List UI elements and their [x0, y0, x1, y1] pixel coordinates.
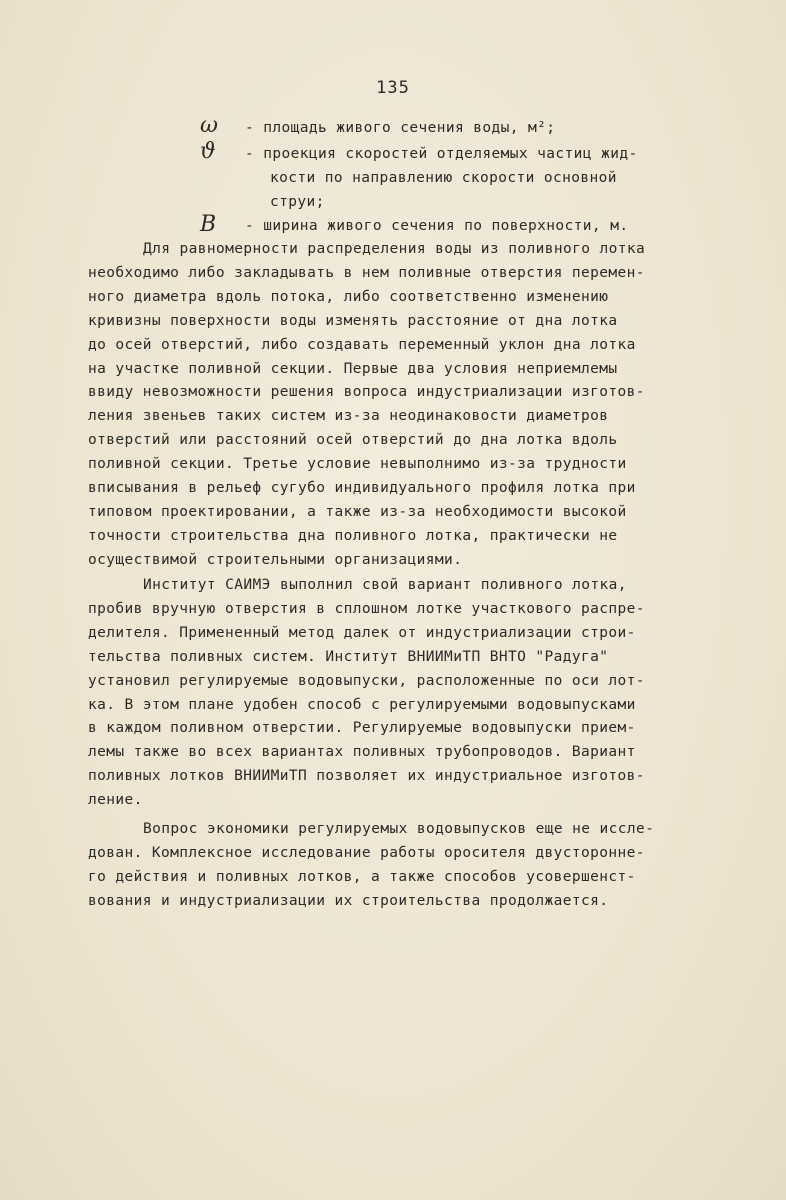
text-line: установил регулируемые водовыпуски, расположенные по оси лот-	[88, 672, 645, 689]
text-line: на участке поливной секции. Первые два условия неприемлемы	[88, 360, 618, 377]
definition-line: - площадь живого сечения воды, м²;	[245, 120, 556, 136]
definition-omega	[245, 116, 705, 140]
text-line: точности строительства дна поливного лотка, практически не	[88, 527, 618, 544]
definition-line: кости по направлению скорости основной	[270, 170, 617, 186]
text-line: тельства поливных систем. Институт ВНИИМиТП ВНТО "Радуга"	[88, 648, 609, 665]
text-line: отверстий или расстояний осей отверстий до дна лотка вдоль	[88, 432, 618, 449]
symbol-theta: ϑ	[200, 139, 216, 164]
page-number: 135	[376, 78, 410, 98]
text-line: ление.	[88, 792, 143, 809]
text-line: кривизны поверхности воды изменять расстояние от дна лотка	[88, 312, 618, 329]
text-line: пробив вручную отверстия в сплошном лотке участкового распре-	[88, 600, 645, 617]
definition-theta	[245, 142, 705, 214]
text-line: вования и индустриализации их строительства продолжается.	[88, 892, 609, 909]
text-line: дован. Комплексное исследование работы оросителя двустороннe-	[88, 844, 645, 861]
text-line: вписывания в рельеф сугубо индивидуального профиля лотка при	[88, 480, 636, 497]
text-line: Вопрос экономики регулируемых водовыпусков еще не иссле-	[143, 821, 655, 837]
text-line: Для равномерности распределения воды из поливного лотка	[143, 241, 646, 257]
definition-line: - ширина живого сечения по поверхности, м.	[245, 218, 629, 234]
text-line: ка. В этом плане удобен способ с регулируемыми водовыпусками	[88, 696, 636, 713]
text-line: ввиду невозможности решения вопроса индустриализации изготов-	[88, 384, 645, 401]
definition-b	[245, 214, 705, 238]
symbol-omega: ω	[200, 113, 218, 138]
text-line: Институт САИМЭ выполнил свой вариант поливного лотка,	[143, 577, 627, 593]
text-line: ного диаметра вдоль потока, либо соответственно изменению	[88, 288, 609, 305]
text-line: го действия и поливных лотков, а также способов усовершенст-	[88, 868, 636, 885]
text-line: типовом проектировании, а также из-за необходимости высокой	[88, 503, 627, 520]
text-line: осуществимой строительными организациями.	[88, 551, 463, 568]
paragraph-1	[88, 238, 718, 573]
text-line: необходимо либо закладывать в нем поливные отверстия перемен-	[88, 264, 645, 281]
symbol-b: B	[200, 212, 217, 237]
text-line: делителя. Примененный метод далек от индустриализации строи-	[88, 624, 636, 641]
text-line: лемы также во всех вариантах поливных трубопроводов. Вариант	[88, 744, 636, 761]
text-line: ления звеньев таких систем из-за неодинаковости диаметров	[88, 408, 609, 425]
text-line: поливных лотков ВНИИМиТП позволяет их индустриальное изготов-	[88, 768, 645, 785]
definition-line: струи;	[270, 194, 325, 210]
paragraph-2	[88, 574, 718, 813]
text-line: до осей отверстий, либо создавать переменный уклон дна лотка	[88, 336, 636, 353]
definition-line: - проекция скоростей отделяемых частиц жид-	[245, 146, 638, 162]
text-line: поливной секции. Третье условие невыполнимо из-за трудности	[88, 456, 627, 473]
paragraph-3	[88, 818, 718, 914]
text-line: в каждом поливном отверстии. Регулируемые водовыпуски прием-	[88, 720, 636, 737]
